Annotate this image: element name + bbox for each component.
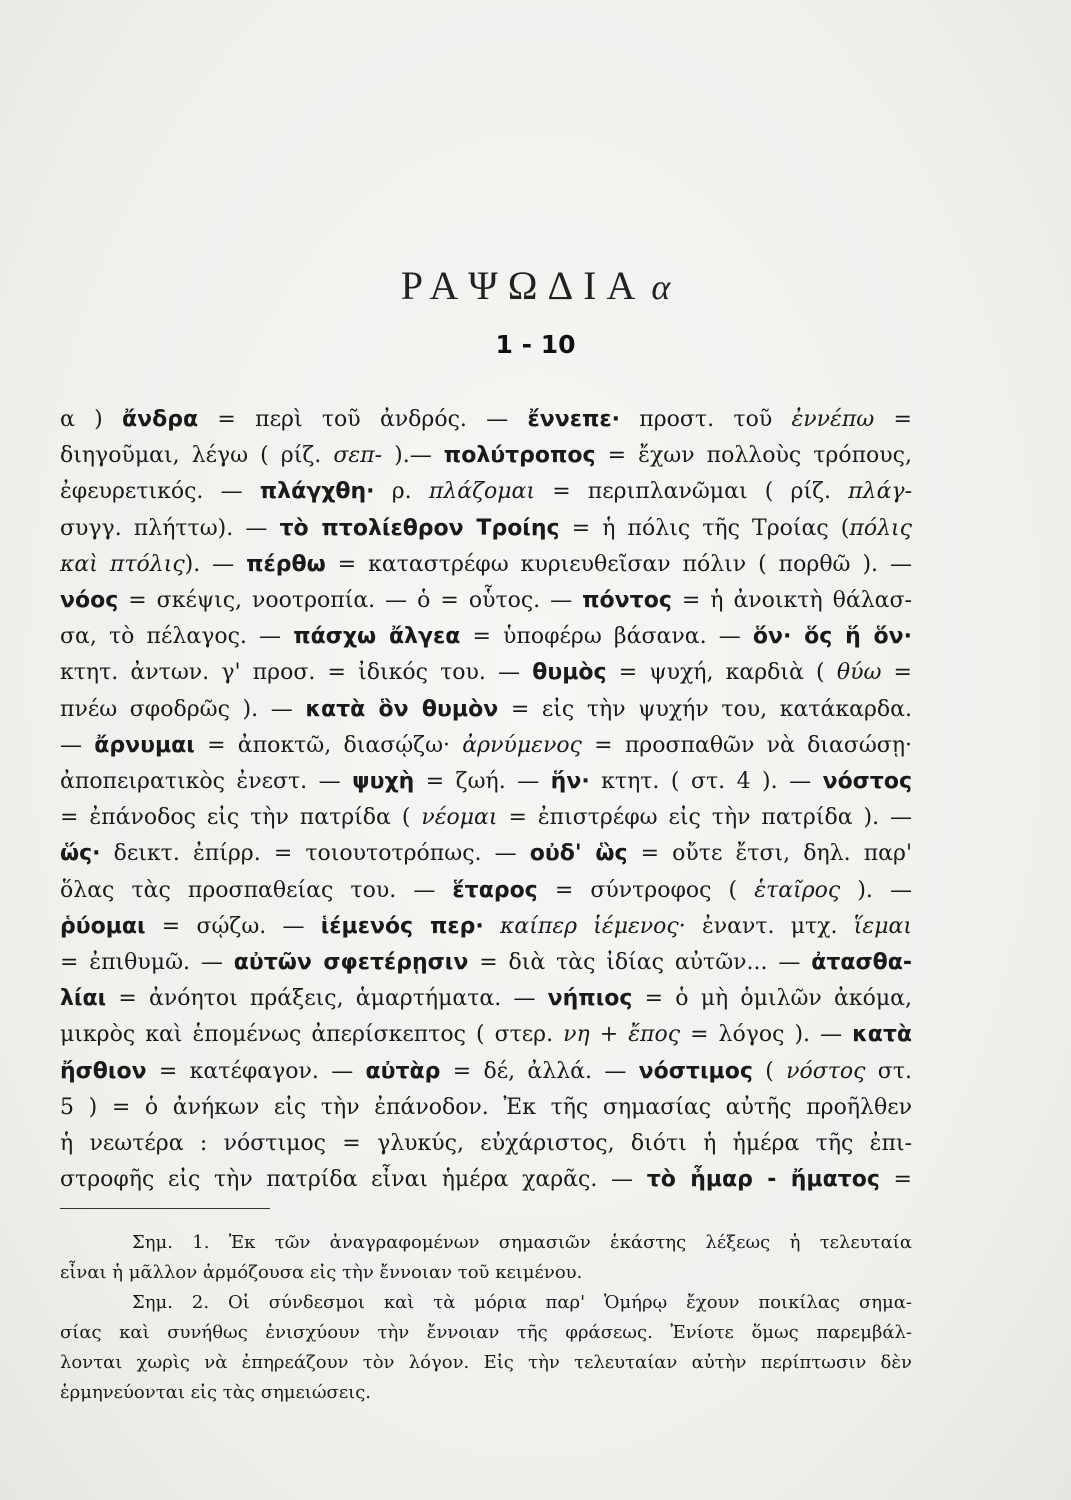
gloss-text: ἐφευρετικός. — [60, 479, 260, 505]
italic-term: ἑταῖρος [754, 877, 841, 903]
headword: νόστος [822, 769, 913, 795]
commentary-line [60, 909, 912, 945]
italic-term: πλάζομαι [428, 479, 536, 505]
headword: νόστιμος [638, 1058, 753, 1084]
gloss-text: = καταστρέφω κυριευθεῖσαν πόλιν ( πορθῶ ). — [325, 551, 912, 577]
commentary-line [60, 945, 912, 981]
headword: ἄνδρα [122, 407, 199, 432]
gloss-text: ). — [840, 877, 912, 903]
gloss-text: ὅλας τὰς προσπαθείας του. — [60, 877, 453, 903]
footnotes [60, 1228, 912, 1408]
gloss-text: = ἀνόητοι πράξεις, ἁμαρτήματα. — [106, 986, 548, 1012]
headword: ἥν· [550, 769, 590, 795]
headword: ψυχὴ [352, 769, 415, 795]
headword: κατὰ ὃν θυμὸν [305, 696, 499, 722]
headword: πόντος [582, 588, 672, 614]
commentary-line [60, 873, 912, 909]
page-title [0, 262, 1071, 309]
commentary-line [60, 402, 912, 438]
gloss-text: = περὶ τοῦ ἀνδρός. — [198, 407, 528, 432]
gloss-text: διηγοῦμαι, λέγω ( ρίζ. [60, 443, 334, 469]
italic-term: σεπ- [333, 443, 383, 469]
gloss-text: + [589, 1022, 629, 1048]
commentary-line [60, 474, 912, 510]
commentary-line [60, 438, 912, 474]
italic-term: καὶ πτόλις [60, 551, 185, 577]
commentary-line [60, 728, 912, 764]
headword: νήπιος [547, 986, 633, 1012]
gloss-text: ρ. [374, 479, 429, 505]
footnote-2-line: Σημ. 2. Οἱ σύνδεσμοι καὶ τὰ μόρια παρ' Ὁμήρῳ ἔχουν ποικίλας σημα- [132, 1292, 912, 1313]
gloss-text: = ἡ πόλις τῆς Τροίας ( [559, 515, 850, 541]
gloss-text: = ὁ μὴ ὁμιλῶν ἀκόμα, [632, 986, 912, 1012]
commentary-line [60, 511, 912, 547]
commentary-line [60, 836, 912, 872]
commentary-line [60, 764, 912, 800]
headword: ἀτασθα- [811, 950, 912, 976]
commentary-line [60, 1017, 912, 1053]
gloss-text: = σύντροφος ( [537, 877, 755, 903]
gloss-text: ( [752, 1058, 787, 1084]
headword: ῥύομαι [60, 913, 146, 939]
gloss-text: = περιπλανῶμαι ( ρίζ. [535, 479, 849, 505]
gloss-text: = εἰς τὴν ψυχήν του, κατάκαρδα. [498, 696, 913, 722]
gloss-text: ).— [382, 443, 444, 469]
gloss-text: ἐναντ. μτχ. [685, 913, 854, 939]
gloss-text: 5 ) = ὁ ἀνήκων εἰς τὴν ἐπάνοδον. Ἐκ τῆς σημασίας αὐτῆς προῆλθεν [60, 1094, 912, 1120]
gloss-text: ). — [184, 551, 247, 577]
gloss-text: = διὰ τὰς ἰδίας αὐτῶν... — [468, 950, 812, 976]
headword: οὐδ' ὣς [529, 841, 628, 867]
footnote-1-line: εἶναι ἡ μᾶλλον ἁρμόζουσα εἰς τὴν ἔννοιαν τοῦ κειμένου. [60, 1262, 583, 1283]
gloss-text: = [874, 407, 912, 432]
gloss-text: = οὔτε ἔτσι, δηλ. παρ' [627, 841, 912, 867]
commentary-body [60, 402, 912, 1198]
italic-term: ἀρνύμενος [462, 732, 582, 758]
headword: αὐτὰρ [365, 1058, 441, 1084]
headword: λίαι [60, 986, 107, 1012]
gloss-text: α ) [60, 407, 123, 432]
gloss-text [484, 914, 500, 939]
headword: ὥς· [60, 841, 101, 867]
italic-term: νη [563, 1022, 590, 1048]
gloss-text: = ζωή. — [414, 769, 551, 795]
headword: τὸ ἦμαρ - ἤματος [646, 1167, 880, 1193]
gloss-text: = ὑποφέρω βάσανα. — [460, 624, 753, 650]
gloss-text: = ἐπιθυμῶ. — [60, 950, 234, 976]
headword: ἤσθιον [60, 1058, 147, 1084]
italic-term: θύω [836, 660, 882, 686]
headword: πολύτροπος [443, 443, 596, 469]
gloss-text: = [879, 1167, 912, 1193]
gloss-text: πνέω σφοδρῶς ). — [60, 696, 306, 722]
gloss-text: ἀποπειρατικὸς ἐνεστ. — [60, 769, 353, 795]
gloss-text: = ψυχή, καρδιὰ ( [606, 660, 837, 686]
commentary-line [60, 547, 912, 583]
commentary-line [60, 655, 912, 691]
gloss-text: — [60, 732, 95, 758]
gloss-text: κτητ. ἀντων. γ' προσ. = ἰδικός του. — [60, 660, 533, 686]
headword: τὸ πτολίεθρον Τροίης [279, 515, 560, 541]
gloss-text: = ἐπάνοδος εἰς τὴν πατρίδα ( [60, 805, 422, 831]
headword: θυμὸς [532, 660, 607, 686]
gloss-text: προστ. τοῦ [619, 407, 792, 432]
gloss-text: στροφῆς εἰς τὴν πατρίδα εἶναι ἡμέρα χαρᾶς. — [60, 1167, 647, 1193]
headword: πλάγχθη· [259, 479, 375, 505]
commentary-line [60, 1126, 912, 1162]
gloss-text: συγγ. πλήττω). — [60, 515, 280, 541]
gloss-text: = ἐπιστρέφω εἰς τὴν πατρίδα ). — [497, 805, 912, 831]
italic-term: ἵεμαι [853, 913, 912, 939]
footnote-2-line: ἑρμηνεύονται εἰς τὰς σημειώσεις. [60, 1382, 372, 1403]
italic-term: ἐννέπω [791, 407, 875, 432]
gloss-text: στ. [865, 1058, 912, 1084]
headword: πέρθω [246, 551, 326, 577]
gloss-text: ἡ νεωτέρα : νόστιμος = γλυκύς, εὐχάριστος, διότι ἡ ἡμέρα τῆς ἐπι- [60, 1131, 912, 1157]
footnote-1-line: Σημ. 1. Ἐκ τῶν ἀναγραφομένων σημασιῶν ἑκάστης λέξεως ἡ τελευταία [132, 1232, 912, 1253]
commentary-line [60, 692, 912, 728]
commentary-line [60, 1090, 912, 1126]
headword: κατὰ [852, 1022, 913, 1048]
gloss-text: = σῴζω. — [145, 913, 321, 939]
gloss-text: δεικτ. ἐπίρρ. = τοιουτοτρόπως. — [100, 841, 530, 867]
gloss-text: = ἔχων πολλοὺς τρόπους, [595, 443, 912, 469]
verse-range: 1 - 10 [495, 330, 576, 359]
headword: ἔννεπε· [527, 407, 620, 432]
footnote-2-line: λονται χωρὶς νὰ ἐπηρεάζουν τὸν λόγον. Εἰς τὴν τελευταίαν αὐτὴν περίπτωσιν δὲν [60, 1352, 912, 1373]
italic-term: ἔπος [628, 1022, 681, 1048]
gloss-text: = προσπαθῶν νὰ διασώσῃ· [581, 732, 912, 758]
headword: ὅν· ὅς ἥ ὅν· [752, 624, 913, 650]
commentary-line [60, 619, 912, 655]
commentary-line [60, 583, 912, 619]
gloss-text: = δέ, ἀλλά. — [440, 1058, 639, 1084]
gloss-text: = λόγος ). — [680, 1022, 853, 1048]
commentary-line [60, 1054, 912, 1090]
gloss-text: = [881, 660, 912, 686]
footnote-rule [60, 1208, 270, 1209]
italic-term: νέομαι [421, 805, 498, 831]
gloss-text: = σκέψις, νοοτροπία. — ὁ = οὗτος. — [118, 588, 583, 614]
gloss-text: = ἀποκτῶ, διασῴζω· [194, 732, 463, 758]
footnote-2-line: σίας καὶ συνήθως ἐνισχύουν τὴν ἔννοιαν τῆς φράσεως. Ἐνίοτε ὅμως παρεμβάλ- [60, 1322, 912, 1343]
italic-term: νόστος [786, 1058, 866, 1084]
commentary-line [60, 1162, 912, 1198]
italic-term: καίπερ ἱέμενος· [499, 913, 686, 939]
commentary-line [60, 800, 912, 836]
headword: αὐτῶν σφετέρῃσιν [233, 950, 469, 976]
headword: ἕταρος [452, 877, 538, 903]
headword: νόος [60, 588, 119, 614]
gloss-text: κτητ. ( στ. 4 ). — [589, 769, 823, 795]
gloss-text: = κατέφαγον. — [146, 1058, 366, 1084]
headword: ἱέμενός περ· [320, 913, 484, 939]
headword: ἄρνυμαι [94, 732, 195, 758]
headword: πάσχω ἄλγεα [293, 624, 461, 650]
gloss-text: σα, τὸ πέλαγος. — [60, 624, 294, 650]
gloss-text: μικρὸς καὶ ἑπομένως ἀπερίσκεπτος ( στερ. [60, 1022, 564, 1048]
title-letters: ΡΑΨΩΔΙΑ [400, 263, 646, 308]
italic-term: πόλις [849, 515, 912, 541]
commentary-line [60, 981, 912, 1017]
italic-term: πλάγ- [848, 479, 913, 505]
gloss-text: = ἡ ἀνοικτὴ θάλασ- [671, 588, 912, 614]
book-letter: α [651, 267, 671, 307]
